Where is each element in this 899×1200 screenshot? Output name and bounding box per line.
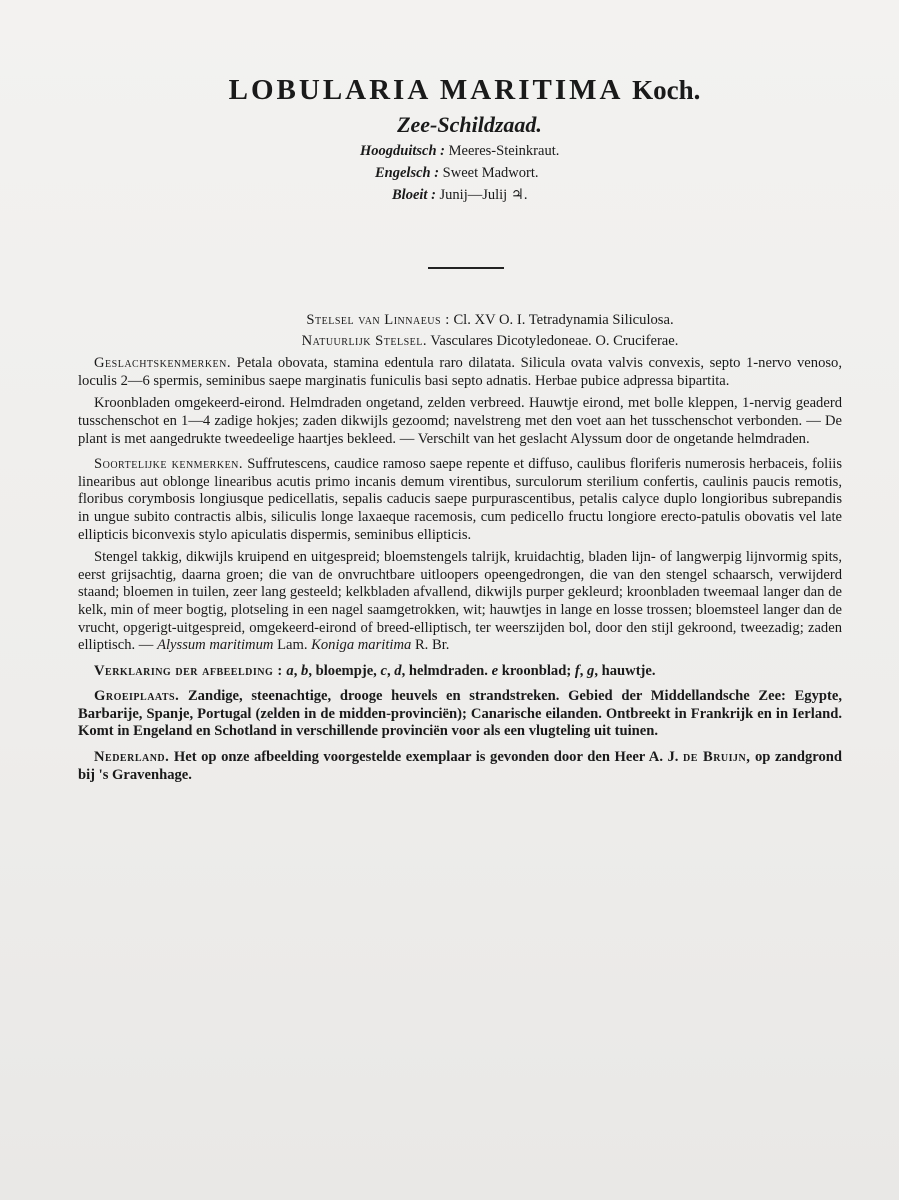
english-name [100, 162, 899, 184]
english-label: Engelsch : [375, 165, 440, 181]
habitat-text: Zandige, steenachtige, drooge heuvels en strandstreken. Gebied der Middellandsche Zee: Egypte, Barbarije, Spanje, Portugal (zelden in de midden-provinciën); Canarische eilanden. Ontbreekt in Frankrijk en in Ierland. Komt in Engeland en Schotland in verschillende provinciën voor als een vlugteling uit tuinen. [78, 688, 842, 740]
fig-text-4: , hauwtje. [594, 662, 656, 679]
species-dutch [78, 549, 842, 655]
genus-latin [78, 355, 842, 390]
linnaeus-value: Cl. XV O. I. Tetradynamia Siliculosa. [453, 312, 674, 328]
fig-f: f [574, 662, 580, 679]
linnaeus-system [78, 312, 842, 330]
habitat [78, 688, 842, 741]
fig-d: d [394, 662, 402, 679]
netherlands [78, 749, 842, 784]
fig-a: a [286, 662, 294, 679]
german-name [100, 140, 899, 162]
synonym-2: Koniga maritima [311, 637, 412, 654]
german-value: Meeres-Steinkraut. [448, 143, 560, 159]
figure-explanation: Verklaring der afbeelding : a, b, bloempje, c, d, helmdraden. e kroonblad; f, g, hauwtje. [94, 662, 656, 679]
description [78, 312, 842, 784]
header [0, 70, 899, 206]
english-value: Sweet Madwort. [442, 165, 539, 181]
synonym-1-author: Lam. [277, 637, 308, 654]
finder-name: de Bruijn, [683, 749, 751, 766]
species-latin [78, 456, 842, 544]
bloom-label: Bloeit : [392, 187, 436, 203]
bloom-time [100, 184, 899, 206]
synonym-1: Alyssum maritimum [157, 637, 274, 654]
netherlands-text: Het op onze afbeelding voorgestelde exemplaar is gevonden door den Heer A. J. [173, 749, 679, 766]
explanation-label: Verklaring der afbeelding : [94, 662, 283, 679]
fig-b: b [301, 662, 309, 679]
synonym-2-author: R. Br. [414, 637, 450, 654]
habitat-label: Groeiplaats. [94, 688, 180, 705]
title-author: Koch. [632, 75, 701, 105]
title-main: LOBULARIA MARITIMA [228, 74, 622, 106]
natural-value: Vasculares Dicotyledoneae. O. Cruciferae. [430, 332, 679, 349]
fig-c: c [380, 662, 387, 679]
bloom-value: Junij—Julij ♃. [439, 187, 528, 203]
subtitle: Zee-Schildzaad. [397, 112, 542, 137]
netherlands-text-2: op zandgrond bij 's Gravenhage. [78, 749, 842, 783]
fig-text-1: , bloempje, [308, 662, 377, 679]
fig-text-2: , helmdraden. [401, 662, 488, 679]
page-title [30, 70, 899, 110]
fig-g: g [587, 662, 595, 679]
natural-system [78, 333, 842, 351]
genus-label: Geslachtskenmerken. [94, 355, 232, 372]
natural-label: Natuurlijk Stelsel. [301, 332, 428, 349]
german-label: Hoogduitsch : [360, 143, 445, 159]
fig-e: e [491, 662, 499, 679]
linnaeus-label: Stelsel van Linnaeus : [306, 312, 450, 328]
species-label: Soortelijke kenmerken. [94, 456, 244, 473]
genus-latin-text: Petala obovata, stamina edentula raro dilatata. Silicula ovata valvis convexis, septo 1-nervo venoso, loculis 2—6 spermis, seminibus saepe marginatis funiculis basi septo adnatis. Herbae pubice adpressa bipartita. [78, 355, 842, 389]
species-dutch-text: Stengel takkig, dikwijls kruipend en uitgespreid; bloemstengels talrijk, kruidachtig, bladen lijn- of langwerpig lijnvormig spits, eerst grijsachtig, daarna groen; die van de onvruchtbare uitloopers opeengedrongen, die van den stengel schaarsch, verwijderd staand; bloemen in tuilen, zeer lang gesteeld; kelkbladen afvallend, dikwijls purper gekleurd; kroonbladen tweemaal langer dan de kelk, min of meer bogtig, plotseling in een nagel saamgetrokken, wit; hauwtjes in lange en losse trossen; bloemsteel langer dan de vrucht, opgerigt-uitgespreid, omgekeerd-eirond of breed-elliptisch, ter weerszijden bol, door den stijl gekroond, tweezadig; zaden elliptisch. — [78, 549, 842, 654]
species-latin-text: Suffrutescens, caudice ramoso saepe repente et diffuso, caulibus floriferis numerosis herbaceis, foliis linearibus aut oblonge linearibus acutis primo incanis demum virentibus, surculorum sterilium confertis, caulinis paucis remotis, floribus corymbosis longiusque pedicellatis, sepalis caducis saepe purpurascentibus, petalis calyce duplo longioribus subrepandis in ungue subito contractis albis, siliculis longe laxaeque racemosis, cum pedicello fructu longiore erecto-patulis obovatis vel late ellipticis biconvexis stylo apiculatis dispermis, seminibus ellipticis. [78, 456, 842, 543]
fig-text-3: kroonblad; [501, 662, 572, 679]
netherlands-label: Nederland. [94, 749, 170, 766]
divider [428, 267, 504, 269]
genus-dutch: Kroonbladen omgekeerd-eirond. Helmdraden ongetand, zelden verbreed. Hauwtje eirond, met bolle kleppen, 1-nervig geaderd tusschenschot en 1—4 zadige hokjes; zaden dikwijls gezoomd; navelstreng met den voet aan het tusschenschot verbonden. — De plant is met aangedrukte tweedeelige haartjes bekleed. — Verschilt van het geslacht Alyssum door de ongetande helmdraden. [78, 395, 842, 447]
